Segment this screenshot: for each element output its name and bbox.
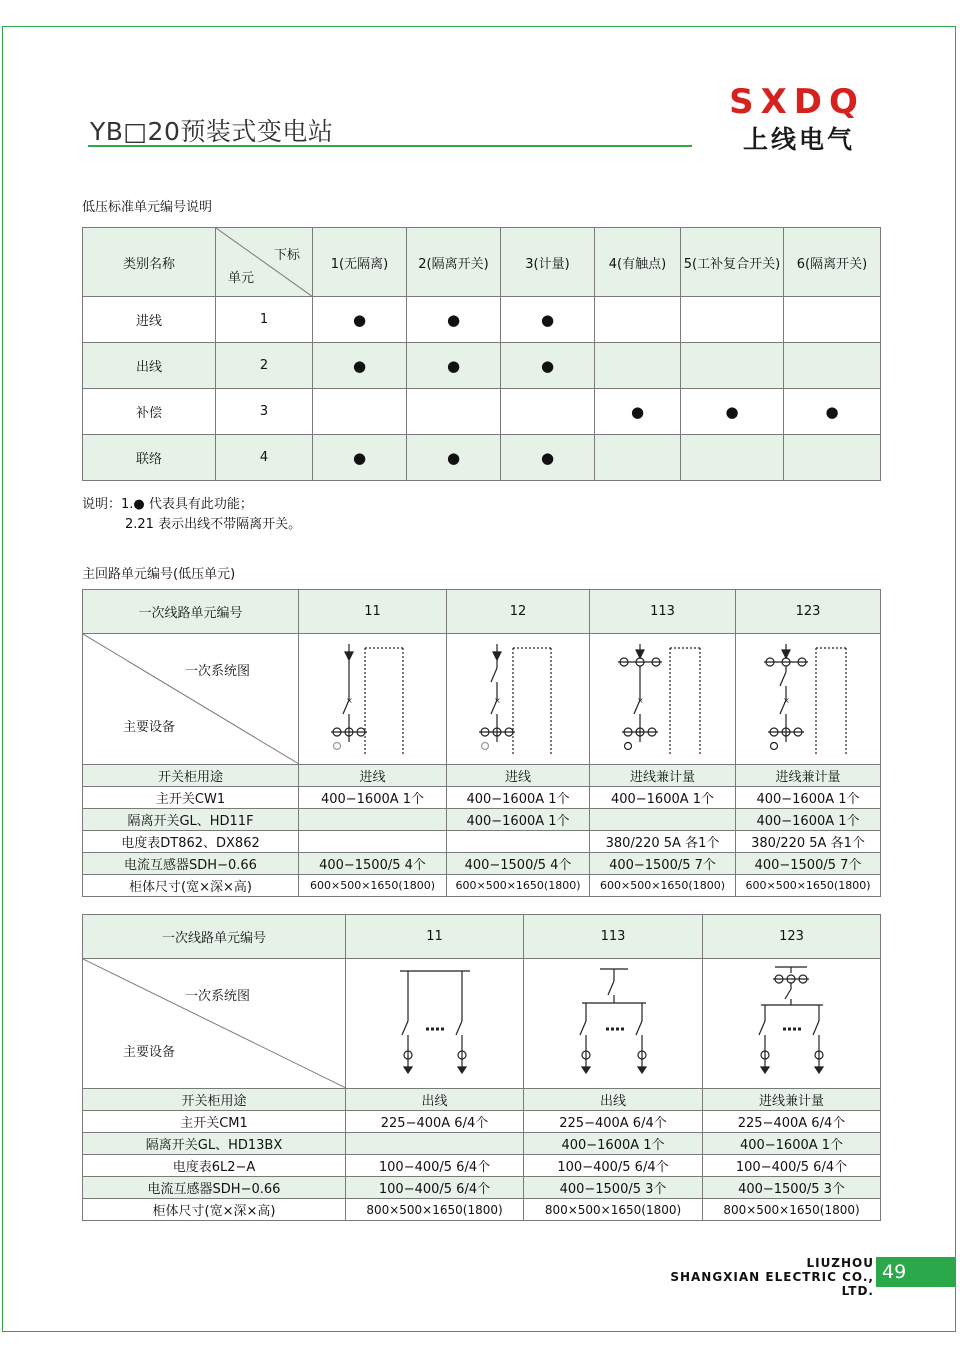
svg-text:×: × (637, 696, 644, 705)
function-mark (595, 343, 681, 389)
label-diagonal (83, 959, 346, 1088)
circuit-diagram-113 (590, 634, 736, 765)
unit-code: 12 (447, 590, 590, 634)
spec-label: 柜体尺寸(宽×深×高) (83, 875, 299, 897)
spec-value: 100−400/5 6/4个 (524, 1155, 703, 1177)
row-name: 补偿 (83, 389, 216, 435)
section1-heading: 低压标准单元编号说明 (82, 200, 213, 215)
svg-text:×: × (783, 696, 790, 705)
svg-text:×: × (494, 696, 501, 705)
row-name: 出线 (83, 343, 216, 389)
corner-top-label: 下标 (273, 248, 300, 263)
diagram-label: 一次系统图 (185, 664, 251, 679)
function-mark: ● (313, 435, 407, 481)
unit-code-label: 一次线路单元编号 (83, 915, 346, 959)
col-header: 5(工补复合开关) (681, 228, 784, 297)
corner-cell (216, 228, 313, 297)
spec-label: 柜体尺寸(宽×深×高) (83, 1199, 346, 1221)
spec-value: 出线 (346, 1089, 524, 1111)
spec-value: 600×500×1650(1800) (590, 875, 736, 897)
diagram-label-cell (83, 959, 346, 1089)
function-mark (313, 389, 407, 435)
single-line-diagram (447, 634, 590, 764)
spec-value (299, 809, 447, 831)
row-name: 联络 (83, 435, 216, 481)
spec-label: 隔离开关GL、HD13BX (83, 1133, 346, 1155)
spec-value: 400−1600A 1个 (736, 809, 881, 831)
single-line-diagram (703, 959, 881, 1088)
spec-value: 400−1600A 1个 (299, 787, 447, 809)
spec-value: 100−400/5 6/4个 (703, 1155, 881, 1177)
function-mark (784, 343, 881, 389)
unit-code: 113 (590, 590, 736, 634)
function-mark: ● (313, 343, 407, 389)
function-mark: ● (407, 297, 501, 343)
spec-value: 进线 (299, 765, 447, 787)
function-mark: ● (501, 435, 595, 481)
spec-value: 225−400A 6/4个 (703, 1111, 881, 1133)
function-mark (681, 297, 784, 343)
function-mark: ● (595, 389, 681, 435)
brand-logo-cn: 上线电气 (742, 125, 855, 154)
single-line-diagram (736, 634, 881, 764)
page-number: 49 (876, 1257, 956, 1287)
spec-value: 进线兼计量 (590, 765, 736, 787)
single-line-diagram (346, 959, 524, 1088)
spec-value: 600×500×1650(1800) (736, 875, 881, 897)
function-mark (681, 435, 784, 481)
spec-value: 进线兼计量 (736, 765, 881, 787)
row-unit: 1 (216, 297, 313, 343)
unit-code: 113 (524, 915, 703, 959)
function-mark (595, 297, 681, 343)
spec-value: 380/220 5A 各1个 (590, 831, 736, 853)
footer-city: LIUZHOU (806, 1256, 874, 1270)
spec-value: 380/220 5A 各1个 (736, 831, 881, 853)
spec-value (590, 809, 736, 831)
spec-label: 开关柜用途 (83, 765, 299, 787)
row-unit: 3 (216, 389, 313, 435)
diagram-label-cell (83, 634, 299, 765)
spec-value (447, 831, 590, 853)
note-line-1: 说明：1.● 代表具有此功能； (82, 497, 253, 512)
equipment-label: 主要设备 (123, 1045, 176, 1060)
row-unit: 4 (216, 435, 313, 481)
svg-text:×: × (346, 696, 353, 705)
col-header: 2(隔离开关) (407, 228, 501, 297)
spec-value: 400−1600A 1个 (447, 787, 590, 809)
spec-label: 电流互感器SDH−0.66 (83, 853, 299, 875)
spec-value (299, 831, 447, 853)
function-mark (407, 389, 501, 435)
function-mark: ● (407, 435, 501, 481)
spec-label: 电流互感器SDH−0.66 (83, 1177, 346, 1199)
main-circuit-table-2 (82, 914, 881, 1221)
function-mark: ● (407, 343, 501, 389)
circuit-diagram-123 (736, 634, 881, 765)
equipment-label: 主要设备 (123, 720, 176, 735)
spec-value: 400−1500/5 4个 (299, 853, 447, 875)
label-diagonal (83, 634, 299, 764)
function-mark: ● (501, 297, 595, 343)
function-mark: ● (681, 389, 784, 435)
spec-label: 开关柜用途 (83, 1089, 346, 1111)
single-line-diagram (524, 959, 703, 1088)
main-circuit-table-1 (82, 589, 881, 897)
spec-value: 400−1500/5 7个 (590, 853, 736, 875)
unit-code: 123 (736, 590, 881, 634)
unit-code: 11 (299, 590, 447, 634)
spec-value: 225−400A 6/4个 (524, 1111, 703, 1133)
spec-value: 600×500×1650(1800) (299, 875, 447, 897)
diagram-label: 一次系统图 (185, 989, 251, 1004)
col-header: 3(计量) (501, 228, 595, 297)
spec-label: 主开关CM1 (83, 1111, 346, 1133)
function-mark (501, 389, 595, 435)
unit-code: 11 (346, 915, 524, 959)
spec-value: 进线兼计量 (703, 1089, 881, 1111)
spec-value: 800×500×1650(1800) (346, 1199, 524, 1221)
spec-value: 400−1500/5 7个 (736, 853, 881, 875)
row-name: 进线 (83, 297, 216, 343)
spec-value: 400−1600A 1个 (736, 787, 881, 809)
spec-label: 主开关CW1 (83, 787, 299, 809)
title-underline (88, 145, 692, 147)
col-header: 4(有触点) (595, 228, 681, 297)
function-mark (784, 435, 881, 481)
spec-value: 400−1500/5 3个 (524, 1177, 703, 1199)
category-header: 类别名称 (83, 228, 216, 297)
circuit-diagram-123 (703, 959, 881, 1089)
single-line-diagram (299, 634, 447, 764)
spec-value: 225−400A 6/4个 (346, 1111, 524, 1133)
footer-company: SHANGXIAN ELECTRIC CO., LTD. (670, 1270, 874, 1298)
function-mark (681, 343, 784, 389)
spec-label: 电度表DT862、DX862 (83, 831, 299, 853)
col-header: 6(隔离开关) (784, 228, 881, 297)
circuit-diagram-12 (447, 634, 590, 765)
spec-value: 600×500×1650(1800) (447, 875, 590, 897)
spec-value: 400−1600A 1个 (524, 1133, 703, 1155)
spec-value: 出线 (524, 1089, 703, 1111)
unit-code: 123 (703, 915, 881, 959)
spec-value: 进线 (447, 765, 590, 787)
spec-value: 800×500×1650(1800) (703, 1199, 881, 1221)
col-header: 1(无隔离) (313, 228, 407, 297)
spec-value: 400−1500/5 3个 (703, 1177, 881, 1199)
corner-bottom-label: 单元 (228, 271, 255, 286)
circuit-diagram-113 (524, 959, 703, 1089)
row-unit: 2 (216, 343, 313, 389)
spec-value: 400−1500/5 4个 (447, 853, 590, 875)
spec-value: 400−1600A 1个 (447, 809, 590, 831)
spec-value: 100−400/5 6/4个 (346, 1177, 524, 1199)
spec-label: 隔离开关GL、HD11F (83, 809, 299, 831)
function-mark: ● (313, 297, 407, 343)
unit-code-label: 一次线路单元编号 (83, 590, 299, 634)
unit-code-table (82, 227, 881, 481)
function-mark: ● (784, 389, 881, 435)
spec-value (346, 1133, 524, 1155)
circuit-diagram-11 (346, 959, 524, 1089)
note-line-2: 2.21 表示出线不带隔离开关。 (125, 517, 302, 532)
function-mark (784, 297, 881, 343)
page-title: YB□20预装式变电站 (90, 117, 334, 146)
section2-heading: 主回路单元编号(低压单元) (82, 567, 236, 582)
brand-logo-en: SXDQ (729, 82, 865, 122)
circuit-diagram-11 (299, 634, 447, 765)
function-mark: ● (501, 343, 595, 389)
spec-value: 100−400/5 6/4个 (346, 1155, 524, 1177)
single-line-diagram (590, 634, 736, 764)
spec-value: 800×500×1650(1800) (524, 1199, 703, 1221)
spec-value: 400−1600A 1个 (590, 787, 736, 809)
spec-label: 电度表6L2−A (83, 1155, 346, 1177)
function-mark (595, 435, 681, 481)
spec-value: 400−1600A 1个 (703, 1133, 881, 1155)
